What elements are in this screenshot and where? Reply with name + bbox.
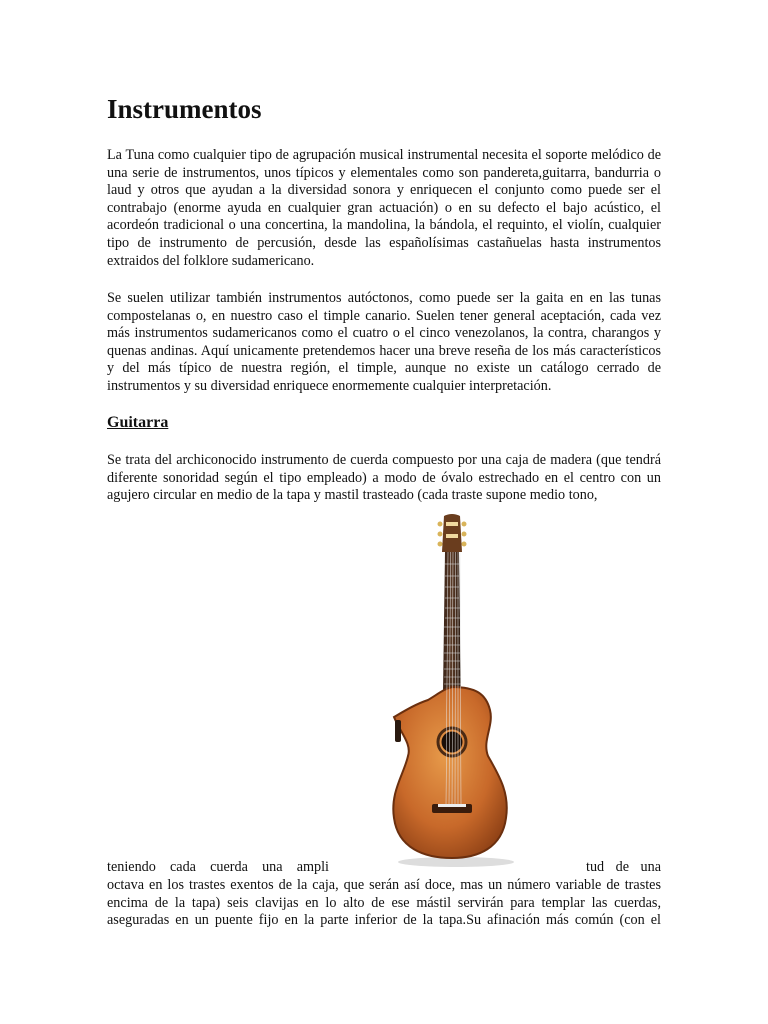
wrap-line-left: teniendo cada cuerda una ampli — [107, 859, 329, 875]
classical-guitar-icon — [386, 512, 526, 870]
wrap-line-right: tud de una — [586, 859, 661, 875]
intro-paragraph: La Tuna como cualquier tipo de agrupación musical instrumental necesita el soporte melódico de una serie de instrumentos, unos típicos y elementales como son pandereta,guitarra, bandurria o laud y otros que ayudan a la diversidad sonora y enriquecen el conjunto como puede ser el contrabajo (enorme ayuda en cualquier gran actuación) o en su defecto el bajo acústico, el acordeón tradicional o una concertina, la mandolina, la bándola, el requinto, el violín, cualquier tipo de instrumento de percusión, desde las españolísimas castañuelas hasta instrumentos extraidos del folklore sudamericano. — [107, 147, 661, 269]
guitar-continuation-paragraph: octava en los trastes exentos de la caja, que serán así doce, mas un número variable de trastes encima de la tapa) seis clavijas en lo alto de ese mástil servirán para templar las cuerdas, aseguradas en un puente fijo en la parte inferior de la tapa.Su afinación más común (con el — [107, 877, 661, 929]
section-heading-guitarra: Guitarra — [107, 414, 169, 431]
instruments-paragraph: Se suelen utilizar también instrumentos autóctonos, como puede ser la gaita en en las tunas compostelanas o, en nuestro caso el timple canario. Suelen tener general aceptación, cada vez más instrumentos sudamericanos como el cuatro o el cinco venezolanos, la contra, charangos y quenas andinas. Aquí unicamente pretendemos hacer una breve reseña de los más característicos y del más típico de nuestra región, el timple, aunque no existe un catálogo cerrado de instrumentos y su diversidad enriquece enormemente cualquier interpretación. — [107, 290, 661, 394]
guitar-description-paragraph: Se trata del archiconocido instrumento de cuerda compuesto por una caja de madera (que tendrá diferente sonoridad según el tipo empleado) a modo de óvalo estrechado en el centro con un agujero circular en medio de la tapa y mastil trasteado (cada traste supone medio tono, — [107, 452, 661, 504]
page-title: Instrumentos — [107, 94, 262, 124]
